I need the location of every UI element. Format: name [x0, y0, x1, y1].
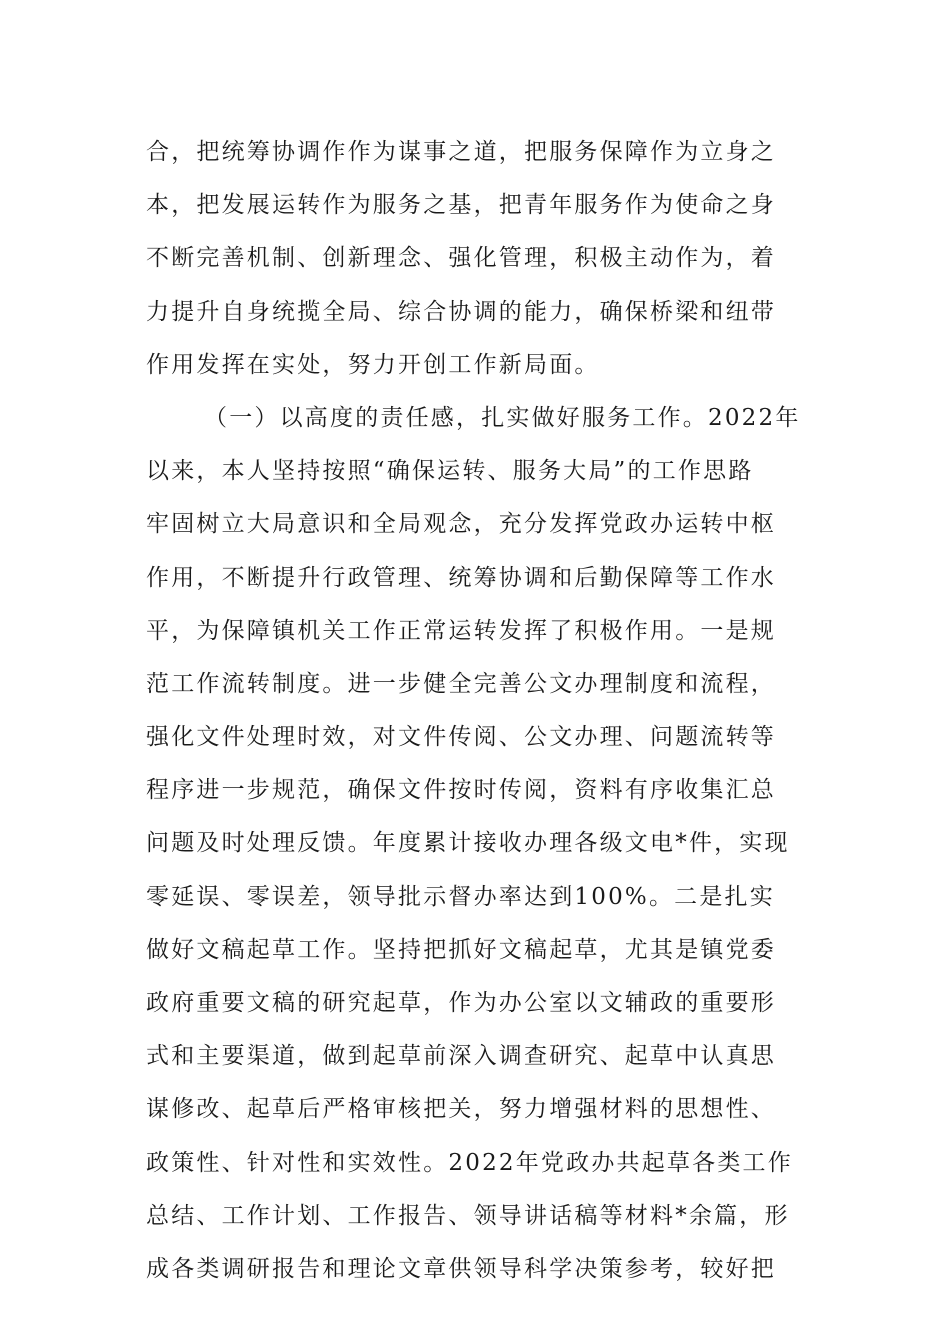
text-line: 作用，不断提升行政管理、统筹协调和后勤保障等工作水 [146, 564, 776, 591]
section-heading-line: （一）以高度的责任感，扎实做好服务工作。2022年 [204, 404, 801, 431]
text-line: 做好文稿起草工作。坚持把抓好文稿起草，尤其是镇党委 [146, 936, 776, 963]
text-line: 本，把发展运转作为服务之基，把青年服务作为使命之身 [146, 192, 776, 219]
text-line: 作用发挥在实处，努力开创工作新局面。 [146, 351, 600, 378]
text-line: 总结、工作计划、工作报告、领导讲话稿等材料*余篇，形 [146, 1202, 790, 1229]
text-line: 以来，本人坚持按照“确保运转、服务大局”的工作思路 [146, 458, 754, 485]
text-line: 牢固树立大局意识和全局观念，充分发挥党政办运转中枢 [146, 511, 776, 538]
text-line: 平，为保障镇机关工作正常运转发挥了积极作用。一是规 [146, 617, 776, 644]
text-line: 式和主要渠道，做到起草前深入调查研究、起草中认真思 [146, 1043, 776, 1070]
text-line: 问题及时处理反馈。年度累计接收办理各级文电*件，实现 [146, 830, 790, 857]
text-line: 政府重要文稿的研究起草，作为办公室以文辅政的重要形 [146, 990, 776, 1016]
text-line: 谋修改、起草后严格审核把关，努力增强材料的思想性、 [146, 1096, 776, 1123]
text-line: 政策性、针对性和实效性。2022年党政办共起草各类工作 [146, 1149, 793, 1176]
body-text [146, 126, 808, 1296]
text-line: 零延误、零误差，领导批示督办率达到100%。二是扎实 [146, 883, 775, 910]
text-line: 成各类调研报告和理论文章供领导科学决策参考，较好把 [146, 1255, 776, 1282]
text-line: 不断完善机制、创新理念、强化管理，积极主动作为，着 [146, 245, 776, 272]
text-line: 合，把统筹协调作作为谋事之道，把服务保障作为立身之 [146, 139, 776, 165]
text-line: 范工作流转制度。进一步健全完善公文办理制度和流程， [146, 670, 776, 697]
text-line: 力提升自身统揽全局、综合协调的能力，确保桥梁和纽带 [146, 298, 776, 325]
text-line: 程序进一步规范，确保文件按时传阅，资料有序收集汇总 [146, 777, 776, 804]
text-line: 强化文件处理时效，对文件传阅、公文办理、问题流转等 [146, 724, 776, 751]
